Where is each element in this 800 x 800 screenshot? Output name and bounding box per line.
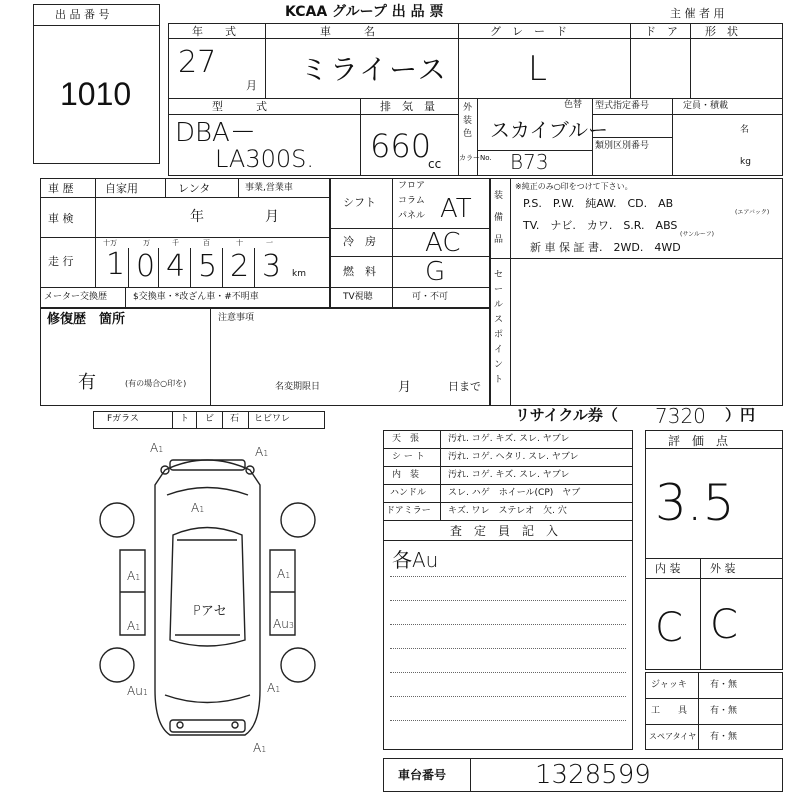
- year-unit: 月: [246, 79, 257, 92]
- lot-label: 出 品 番 号: [55, 8, 110, 21]
- digit-label-3: 百: [203, 239, 210, 247]
- fuel-value: G: [425, 257, 446, 287]
- chassis-label: 車台番号: [398, 768, 447, 782]
- mileage-digit-2: 4: [166, 249, 186, 284]
- model-value-1: DBA－: [175, 118, 256, 148]
- inspector-note: 各Au: [392, 548, 439, 572]
- interior-row-1-opts: 汚れ. コゲ. ヘタリ. スレ. ヤブレ: [448, 452, 579, 462]
- recycle-value: 7320: [655, 404, 706, 428]
- km-unit: km: [292, 269, 306, 279]
- score-value: 3.5: [655, 474, 735, 532]
- deadline-label: 名変期限日: [275, 382, 321, 392]
- exterior-score-label: 外 装: [710, 562, 736, 575]
- interior-row-0-opts: 汚れ. コゲ. キズ. スレ. ヤブレ: [448, 434, 570, 444]
- persons-unit: 名: [740, 125, 750, 135]
- mark-left-rear: Au1: [127, 684, 148, 698]
- mark-right-rear: A1: [267, 681, 281, 695]
- history-opt-business: 事業,営業車: [245, 183, 293, 193]
- accessory-jack-label: ジャッキ: [651, 680, 687, 690]
- inspector-label: 査 定 員 記 入: [450, 524, 559, 538]
- inspection-label: 車 検: [48, 212, 74, 225]
- shift-value: AT: [440, 194, 472, 224]
- digit-label-5: 一: [266, 239, 273, 247]
- sales-point-label: セ ー ル ス ポ イ ン ト: [494, 270, 504, 385]
- ac-value: AC: [425, 228, 461, 258]
- interior-row-3-opts: スレ. ハゲ ホイール(CP) ヤブ: [448, 488, 581, 498]
- equipment-note: ※純正のみ○印をつけて下さい。: [515, 182, 633, 191]
- mileage-digit-1: 0: [136, 249, 156, 284]
- kg-unit: kg: [740, 157, 751, 167]
- interior-row-0-label: 天 張: [392, 434, 420, 444]
- door-header: ド ア: [645, 25, 678, 38]
- shift-opt-panel: パネル: [398, 211, 426, 221]
- color-value: スカイブルー: [490, 118, 608, 142]
- model-value-2: LA300S.: [215, 145, 315, 173]
- accessory-tool-label: 工 具: [651, 706, 688, 716]
- recycle-suffix: ）円: [725, 406, 756, 424]
- tv-label: TV視聴: [343, 292, 373, 302]
- form-title: KCAA グループ 出 品 票: [285, 4, 444, 20]
- repair-note: (有の場合○印を): [125, 379, 187, 388]
- interior-row-4-opts: キズ. ワレ ステレオ 欠. 穴: [448, 506, 567, 516]
- meter-change-options: $交換車・*改ざん車・#不明車: [133, 292, 259, 302]
- exterior-color-side: 外 装 色: [463, 103, 473, 139]
- equipment-row3: 新 車 保 証 書. 2WD. 4WD: [530, 241, 681, 254]
- mileage-digit-4: 2: [230, 249, 250, 284]
- digit-label-2: 千: [172, 239, 179, 247]
- history-label: 車 歴: [48, 182, 74, 195]
- equipment-row1: P.S. P.W. 純AW. CD. AB: [523, 197, 674, 210]
- mark-rear: A1: [253, 741, 267, 755]
- equipment-row1-note: (エアバック): [735, 209, 770, 216]
- mileage-digit-0: 1: [106, 247, 126, 282]
- deadline-month: 月: [398, 380, 412, 395]
- mileage-digit-3: 5: [198, 249, 218, 284]
- caution-label: 注意事項: [218, 313, 255, 323]
- car-diagram: [95, 440, 320, 760]
- name-header: 車 名: [320, 25, 375, 38]
- interior-row-4-label: ドアミラー: [386, 506, 431, 516]
- class-number-label: 類別区別番号: [595, 141, 650, 151]
- mark-left-rear-door: A1: [127, 619, 141, 633]
- exterior-score-value: C: [710, 602, 738, 648]
- mark-left-front-door: A1: [127, 569, 141, 583]
- meter-change-label: メーター交換歴: [44, 292, 108, 302]
- history-opt-private: 自家用: [105, 182, 138, 195]
- car-name-value: ミライース: [300, 53, 448, 86]
- digit-label-4: 十: [236, 239, 243, 247]
- fuel-label: 燃 料: [343, 265, 376, 278]
- grade-value: L: [528, 49, 547, 89]
- model-header: 型 式: [212, 100, 267, 113]
- interior-score-value: C: [655, 605, 683, 651]
- equipment-row2-note: (サンルーフ): [680, 231, 714, 238]
- glass-to: ト: [180, 414, 190, 424]
- accessory-jack-value: 有・無: [710, 680, 738, 690]
- mark-right-front-door: A1: [277, 567, 291, 581]
- repair-value: 有: [78, 372, 96, 393]
- mark-front-left: A1: [150, 441, 164, 455]
- digit-label-1: 万: [143, 239, 150, 247]
- cc-unit: cc: [428, 157, 442, 171]
- score-label: 評 価 点: [668, 434, 729, 448]
- inspection-year: 年: [190, 209, 204, 225]
- repair-label: 修復歴 箇所: [47, 312, 126, 327]
- shape-header: 形 状: [705, 25, 738, 38]
- interior-score-label: 内 装: [655, 562, 681, 575]
- mileage-label: 走 行: [48, 255, 74, 268]
- color-code-value: B73: [510, 150, 549, 174]
- type-designation-label: 型式指定番号: [595, 101, 650, 111]
- ac-label: 冷 房: [343, 235, 376, 248]
- shift-label: シフト: [343, 196, 376, 209]
- year-header: 年 式: [192, 25, 236, 38]
- accessory-spare-value: 有・無: [710, 732, 738, 742]
- mark-right-rear-door: Au3: [273, 617, 294, 631]
- mark-center: Pアセ: [193, 604, 227, 619]
- digit-label-0: 十万: [103, 239, 117, 247]
- equipment-side-label: 装 備 品: [494, 191, 504, 245]
- history-opt-rental: レンタ: [178, 182, 211, 195]
- glass-stone: 石: [230, 414, 240, 424]
- capacity-label: 定員・積載: [683, 101, 729, 111]
- grade-header: グ レ ー ド: [490, 25, 567, 38]
- inspection-month: 月: [265, 209, 279, 225]
- recycle-label: リサイクル券（: [515, 406, 618, 424]
- mileage-digit-5: 3: [262, 249, 282, 284]
- glass-f: Fガラス: [107, 414, 139, 424]
- interior-row-2-label: 内 装: [392, 470, 420, 480]
- displacement-value: 660: [370, 127, 432, 165]
- color-code-label: カラーNo.: [459, 154, 492, 162]
- shift-opt-floor: フロア: [398, 181, 426, 191]
- year-value: 27: [178, 45, 217, 80]
- lot-number: 1010: [60, 76, 132, 112]
- shift-opt-column: コラム: [398, 196, 425, 206]
- organizer-label: 主 催 者 用: [670, 7, 725, 20]
- interior-row-2-opts: 汚れ. コゲ. キズ. スレ. ヤブレ: [448, 470, 570, 480]
- glass-crack: ヒビワレ: [254, 414, 291, 424]
- displacement-header: 排 気 量: [380, 100, 435, 113]
- accessory-tool-value: 有・無: [710, 706, 738, 716]
- interior-row-1-label: シ ー ト: [392, 452, 425, 462]
- deadline-day: 日まで: [448, 380, 481, 393]
- mark-front-right: A1: [255, 445, 269, 459]
- chassis-value: 1328599: [535, 760, 651, 790]
- interior-row-3-label: ハンドル: [390, 488, 427, 498]
- mark-hood: A1: [191, 501, 205, 515]
- accessory-spare-label: スペアタイヤ: [649, 732, 697, 741]
- tv-value: 可・不可: [412, 292, 449, 302]
- glass-bi: ビ: [205, 414, 215, 424]
- equipment-row2: TV. ナビ. カワ. S.R. ABS: [523, 219, 678, 232]
- color-change-label: 色替: [564, 100, 583, 110]
